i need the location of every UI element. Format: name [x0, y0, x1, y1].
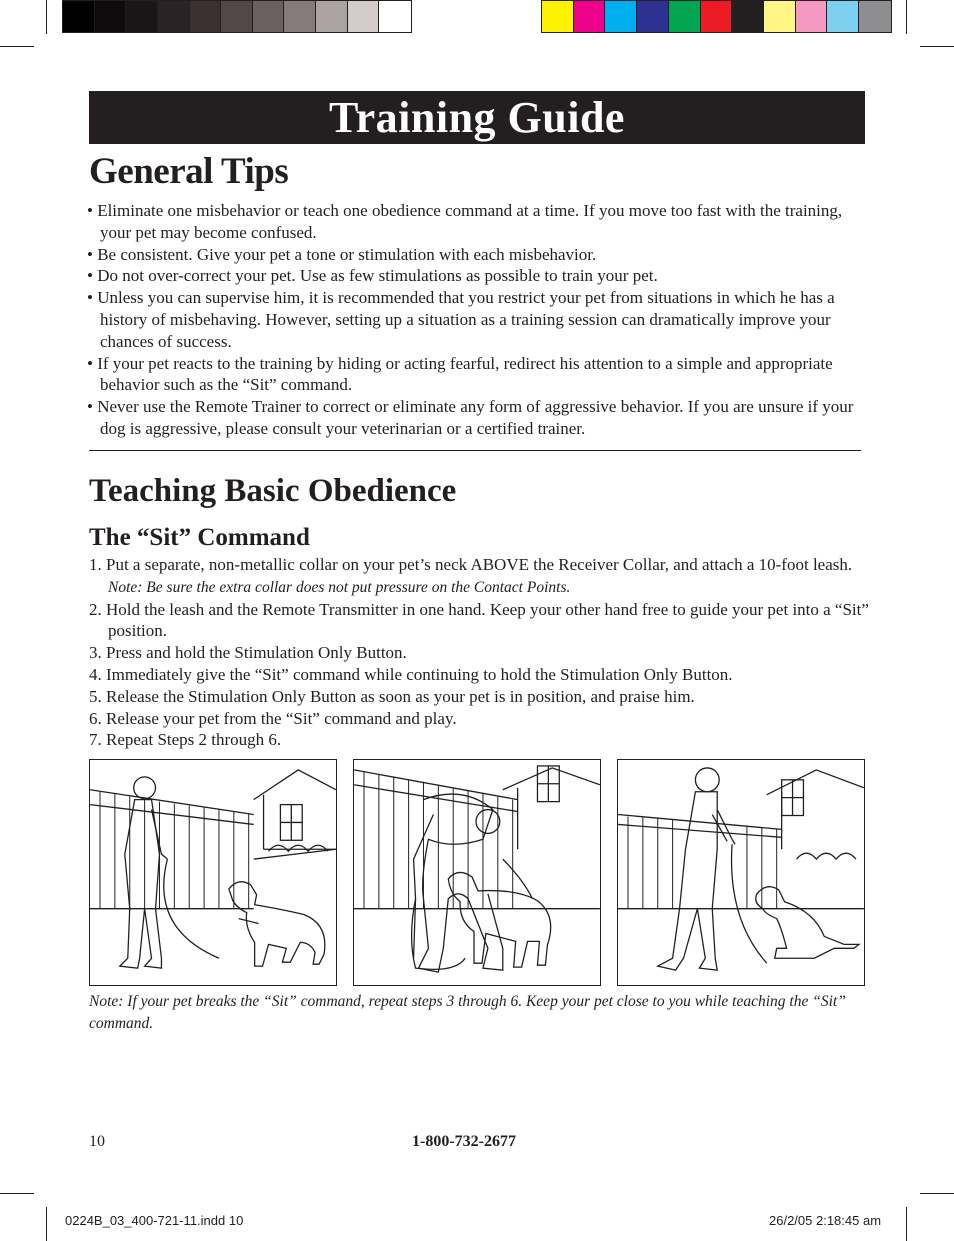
man-with-dog-standing-illustration — [89, 759, 337, 986]
obedience-heading: Teaching Basic Obedience — [89, 473, 457, 509]
step-item: 6. Release your pet from the “Sit” command and play. — [89, 708, 457, 728]
step-item: 4. Immediately give the “Sit” command while continuing to hold the Stimulation Only Button. — [89, 664, 733, 684]
crop-mark — [46, 0, 47, 34]
crop-mark — [0, 46, 34, 47]
man-with-sitting-dog-illustration — [617, 759, 865, 986]
color-swatch — [158, 1, 190, 32]
crop-mark — [0, 1193, 34, 1194]
slug-timestamp: 26/2/05 2:18:45 am — [769, 1213, 882, 1228]
step-item: 2. Hold the leash and the Remote Transmitter in one hand. Keep your other hand free to guide your pet into a “Sit” position. — [89, 599, 869, 641]
sit-command-steps — [89, 554, 874, 751]
sit-command-heading: The “Sit” Command — [89, 524, 310, 551]
color-swatch — [859, 1, 891, 32]
color-swatch — [348, 1, 380, 32]
color-swatch — [95, 1, 127, 32]
step-item: 3. Press and hold the Stimulation Only Button. — [89, 643, 407, 663]
color-swatch — [542, 1, 574, 32]
list-item: • Do not over-correct your pet. Use as few stimulations as possible to train your pet. — [87, 266, 658, 286]
section-divider — [89, 450, 861, 451]
page-title-banner — [89, 91, 865, 144]
crop-mark — [920, 1193, 954, 1194]
grayscale-color-bar — [62, 0, 412, 33]
color-swatch — [637, 1, 669, 32]
list-item: • Unless you can supervise him, it is recommended that you restrict your pet from situations in which he has a history of misbehaving. However, setting up a situation as a training session can dramatically improve your chances of success. — [87, 288, 835, 351]
phone-number: 1-800-732-2677 — [412, 1133, 516, 1150]
color-swatch — [221, 1, 253, 32]
color-swatch — [316, 1, 348, 32]
color-swatch — [284, 1, 316, 32]
color-swatch — [190, 1, 222, 32]
crop-mark — [920, 46, 954, 47]
general-tips-heading: General Tips — [89, 151, 289, 192]
color-swatch — [379, 1, 411, 32]
step-item: 5. Release the Stimulation Only Button as soon as your pet is in position, and praise him. — [89, 686, 695, 706]
step-note: Note: Be sure the extra collar does not put pressure on the Contact Points. — [108, 578, 571, 596]
color-swatch — [126, 1, 158, 32]
list-item: • If your pet reacts to the training by hiding or acting fearful, redirect his attention to a simple and appropriate behavior such as the “Sit” command. — [87, 353, 833, 395]
color-swatch — [827, 1, 859, 32]
page-number: 10 — [89, 1133, 105, 1150]
crop-mark — [906, 1207, 907, 1241]
process-color-bar — [541, 0, 892, 33]
color-swatch — [732, 1, 764, 32]
color-swatch — [253, 1, 285, 32]
list-item: • Be consistent. Give your pet a tone or stimulation with each misbehavior. — [87, 244, 597, 264]
color-swatch — [574, 1, 606, 32]
man-guiding-dog-illustration — [353, 759, 601, 986]
step-text: 1. Put a separate, non-metallic collar on your pet’s neck ABOVE the Receiver Collar, and attach a 10-foot leash. — [89, 555, 853, 574]
step-item — [89, 554, 874, 599]
crop-mark — [906, 0, 907, 34]
crop-mark — [46, 1207, 47, 1241]
color-swatch — [796, 1, 828, 32]
list-item: • Eliminate one misbehavior or teach one obedience command at a time. If you move too fast with the training, your pet may become confused. — [87, 201, 843, 242]
color-swatch — [701, 1, 733, 32]
general-tips-list — [87, 200, 872, 440]
step-item: 7. Repeat Steps 2 through 6. — [89, 730, 282, 750]
color-swatch — [764, 1, 796, 32]
page-title: Training Guide — [329, 93, 625, 142]
color-swatch — [669, 1, 701, 32]
sit-command-footnote: Note: If your pet breaks the “Sit” command, repeat steps 3 through 6. Keep your pet close to you while teaching the “Sit” command. — [89, 993, 846, 1032]
color-swatch — [63, 1, 95, 32]
list-item: • Never use the Remote Trainer to correct or eliminate any form of aggressive behavior. If you are unsure if your dog is aggressive, please consult your veterinarian or a certified trainer. — [87, 397, 854, 438]
slug-filename: 0224B_03_400-721-11.indd 10 — [65, 1213, 244, 1228]
color-swatch — [605, 1, 637, 32]
